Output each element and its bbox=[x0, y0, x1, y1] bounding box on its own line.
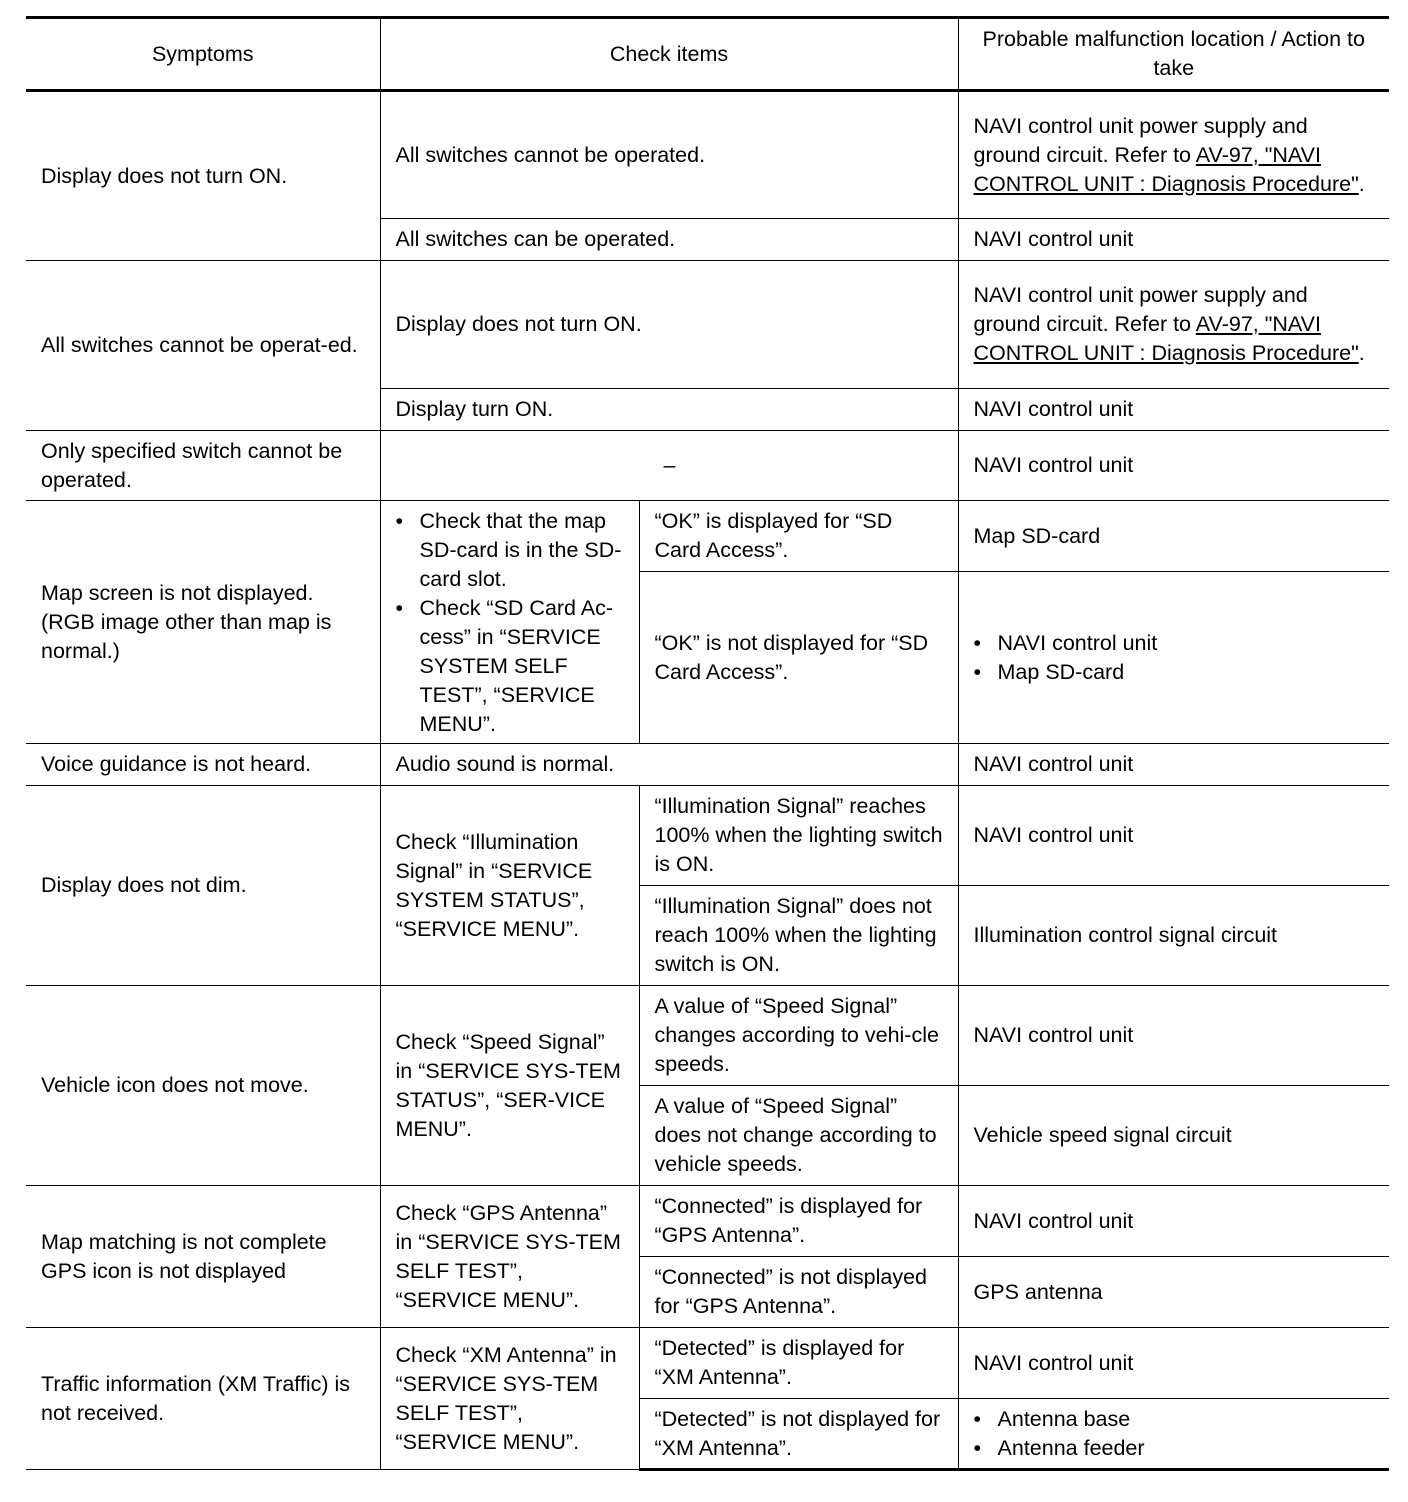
header-check-items: Check items bbox=[380, 18, 958, 91]
check-item-cell: Check “GPS Antenna” in “SERVICE SYS-TEM SELF TEST”, “SERVICE MENU”. bbox=[380, 1186, 639, 1328]
table-row bbox=[26, 1328, 1389, 1399]
list-item: • NAVI control unit bbox=[974, 629, 1376, 658]
action-cell: NAVI control unit bbox=[958, 986, 1389, 1086]
check-result-cell: A value of “Speed Signal” changes according to vehi-cle speeds. bbox=[639, 986, 958, 1086]
symptom-cell: Map matching is not complete GPS icon is not displayed bbox=[26, 1186, 380, 1328]
list-item: • Check that the map SD-card is in the SD-card slot. bbox=[396, 507, 625, 594]
action-cell: NAVI control unit bbox=[958, 786, 1389, 886]
procedure-link[interactable]: AV-97, "NAVI CONTROL UNIT : Diagnosis Procedure" bbox=[973, 312, 1359, 365]
action-cell: Vehicle speed signal circuit bbox=[958, 1086, 1389, 1186]
symptom-cell: Voice guidance is not heard. bbox=[26, 744, 380, 786]
check-result-cell: “OK” is not displayed for “SD Card Access”. bbox=[639, 572, 958, 744]
table-row bbox=[26, 501, 1389, 572]
symptom-cell: Display does not dim. bbox=[26, 786, 380, 986]
symptom-cell: Map screen is not displayed. (RGB image other than map is normal.) bbox=[26, 501, 380, 744]
check-item-cell: Display turn ON. bbox=[380, 389, 958, 431]
action-text-end: . bbox=[1358, 341, 1365, 365]
table-header-row bbox=[26, 18, 1389, 91]
symptom-cell: Only specified switch cannot be operated. bbox=[26, 431, 380, 501]
action-cell bbox=[958, 91, 1389, 219]
symptom-cell: Traffic information (XM Traffic) is not received. bbox=[26, 1328, 380, 1470]
check-result-cell: “Illumination Signal” reaches 100% when the lighting switch is ON. bbox=[639, 786, 958, 886]
action-cell: NAVI control unit bbox=[958, 1328, 1389, 1399]
header-action: Probable malfunction location / Action to take bbox=[958, 18, 1389, 91]
symptom-cell: All switches cannot be operat-ed. bbox=[26, 261, 380, 431]
action-cell: NAVI control unit bbox=[958, 1186, 1389, 1257]
check-item-cell: Check “Speed Signal” in “SERVICE SYS-TEM STATUS”, “SER-VICE MENU”. bbox=[380, 986, 639, 1186]
action-cell: NAVI control unit bbox=[958, 389, 1389, 431]
check-item-cell: All switches can be operated. bbox=[380, 219, 958, 261]
action-cell bbox=[958, 572, 1389, 744]
list-item: • Antenna base bbox=[974, 1405, 1376, 1434]
action-cell: Map SD-card bbox=[958, 501, 1389, 572]
check-result-cell: “Connected” is displayed for “GPS Antenna”. bbox=[639, 1186, 958, 1257]
table-row bbox=[26, 431, 1389, 501]
action-cell bbox=[958, 1399, 1389, 1470]
table-row bbox=[26, 1186, 1389, 1257]
check-result-cell: “Connected” is not displayed for “GPS Antenna”. bbox=[639, 1257, 958, 1328]
action-text: NAVI control unit power supply and ground circuit. Refer to bbox=[973, 113, 1308, 167]
check-item-cell bbox=[380, 501, 639, 744]
check-list bbox=[396, 507, 625, 739]
check-result-cell: “OK” is displayed for “SD Card Access”. bbox=[639, 501, 958, 572]
check-item-cell: Audio sound is normal. bbox=[380, 744, 958, 786]
table-row bbox=[26, 744, 1389, 786]
check-item-cell: All switches cannot be operated. bbox=[380, 91, 958, 219]
action-cell: GPS antenna bbox=[958, 1257, 1389, 1328]
action-cell: NAVI control unit bbox=[958, 431, 1389, 501]
table-row bbox=[26, 261, 1389, 389]
symptom-cell: Vehicle icon does not move. bbox=[26, 986, 380, 1186]
table-row bbox=[26, 786, 1389, 886]
action-cell: NAVI control unit bbox=[958, 219, 1389, 261]
action-cell bbox=[958, 261, 1389, 389]
check-item-cell: Display does not turn ON. bbox=[380, 261, 958, 389]
table-row bbox=[26, 91, 1389, 219]
check-result-cell: “Illumination Signal” does not reach 100% when the lighting switch is ON. bbox=[639, 886, 958, 986]
list-item: • Antenna feeder bbox=[974, 1434, 1376, 1463]
action-cell: NAVI control unit bbox=[958, 744, 1389, 786]
procedure-link[interactable]: AV-97, "NAVI CONTROL UNIT : Diagnosis Procedure" bbox=[973, 142, 1359, 196]
symptom-cell: Display does not turn ON. bbox=[26, 91, 380, 261]
check-result-cell: A value of “Speed Signal” does not change according to vehicle speeds. bbox=[639, 1086, 958, 1186]
action-cell: Illumination control signal circuit bbox=[958, 886, 1389, 986]
action-list bbox=[974, 629, 1376, 687]
action-text: NAVI control unit power supply and ground circuit. Refer to bbox=[973, 283, 1308, 336]
header-symptoms: Symptoms bbox=[26, 18, 380, 91]
action-list bbox=[974, 1405, 1376, 1463]
check-item-cell: – bbox=[380, 431, 958, 501]
diagnosis-table bbox=[26, 16, 1389, 1471]
list-item: • Check “SD Card Ac-cess” in “SERVICE SYSTEM SELF TEST”, “SERVICE MENU”. bbox=[396, 594, 625, 739]
check-result-cell: “Detected” is displayed for “XM Antenna”. bbox=[639, 1328, 958, 1399]
check-item-cell: Check “Illumination Signal” in “SERVICE SYSTEM STATUS”, “SERVICE MENU”. bbox=[380, 786, 639, 986]
check-result-cell: “Detected” is not displayed for “XM Antenna”. bbox=[639, 1399, 958, 1470]
list-item: • Map SD-card bbox=[974, 658, 1376, 687]
action-text-end: . bbox=[1358, 171, 1365, 196]
check-item-cell: Check “XM Antenna” in “SERVICE SYS-TEM SELF TEST”, “SERVICE MENU”. bbox=[380, 1328, 639, 1470]
table-row bbox=[26, 986, 1389, 1086]
